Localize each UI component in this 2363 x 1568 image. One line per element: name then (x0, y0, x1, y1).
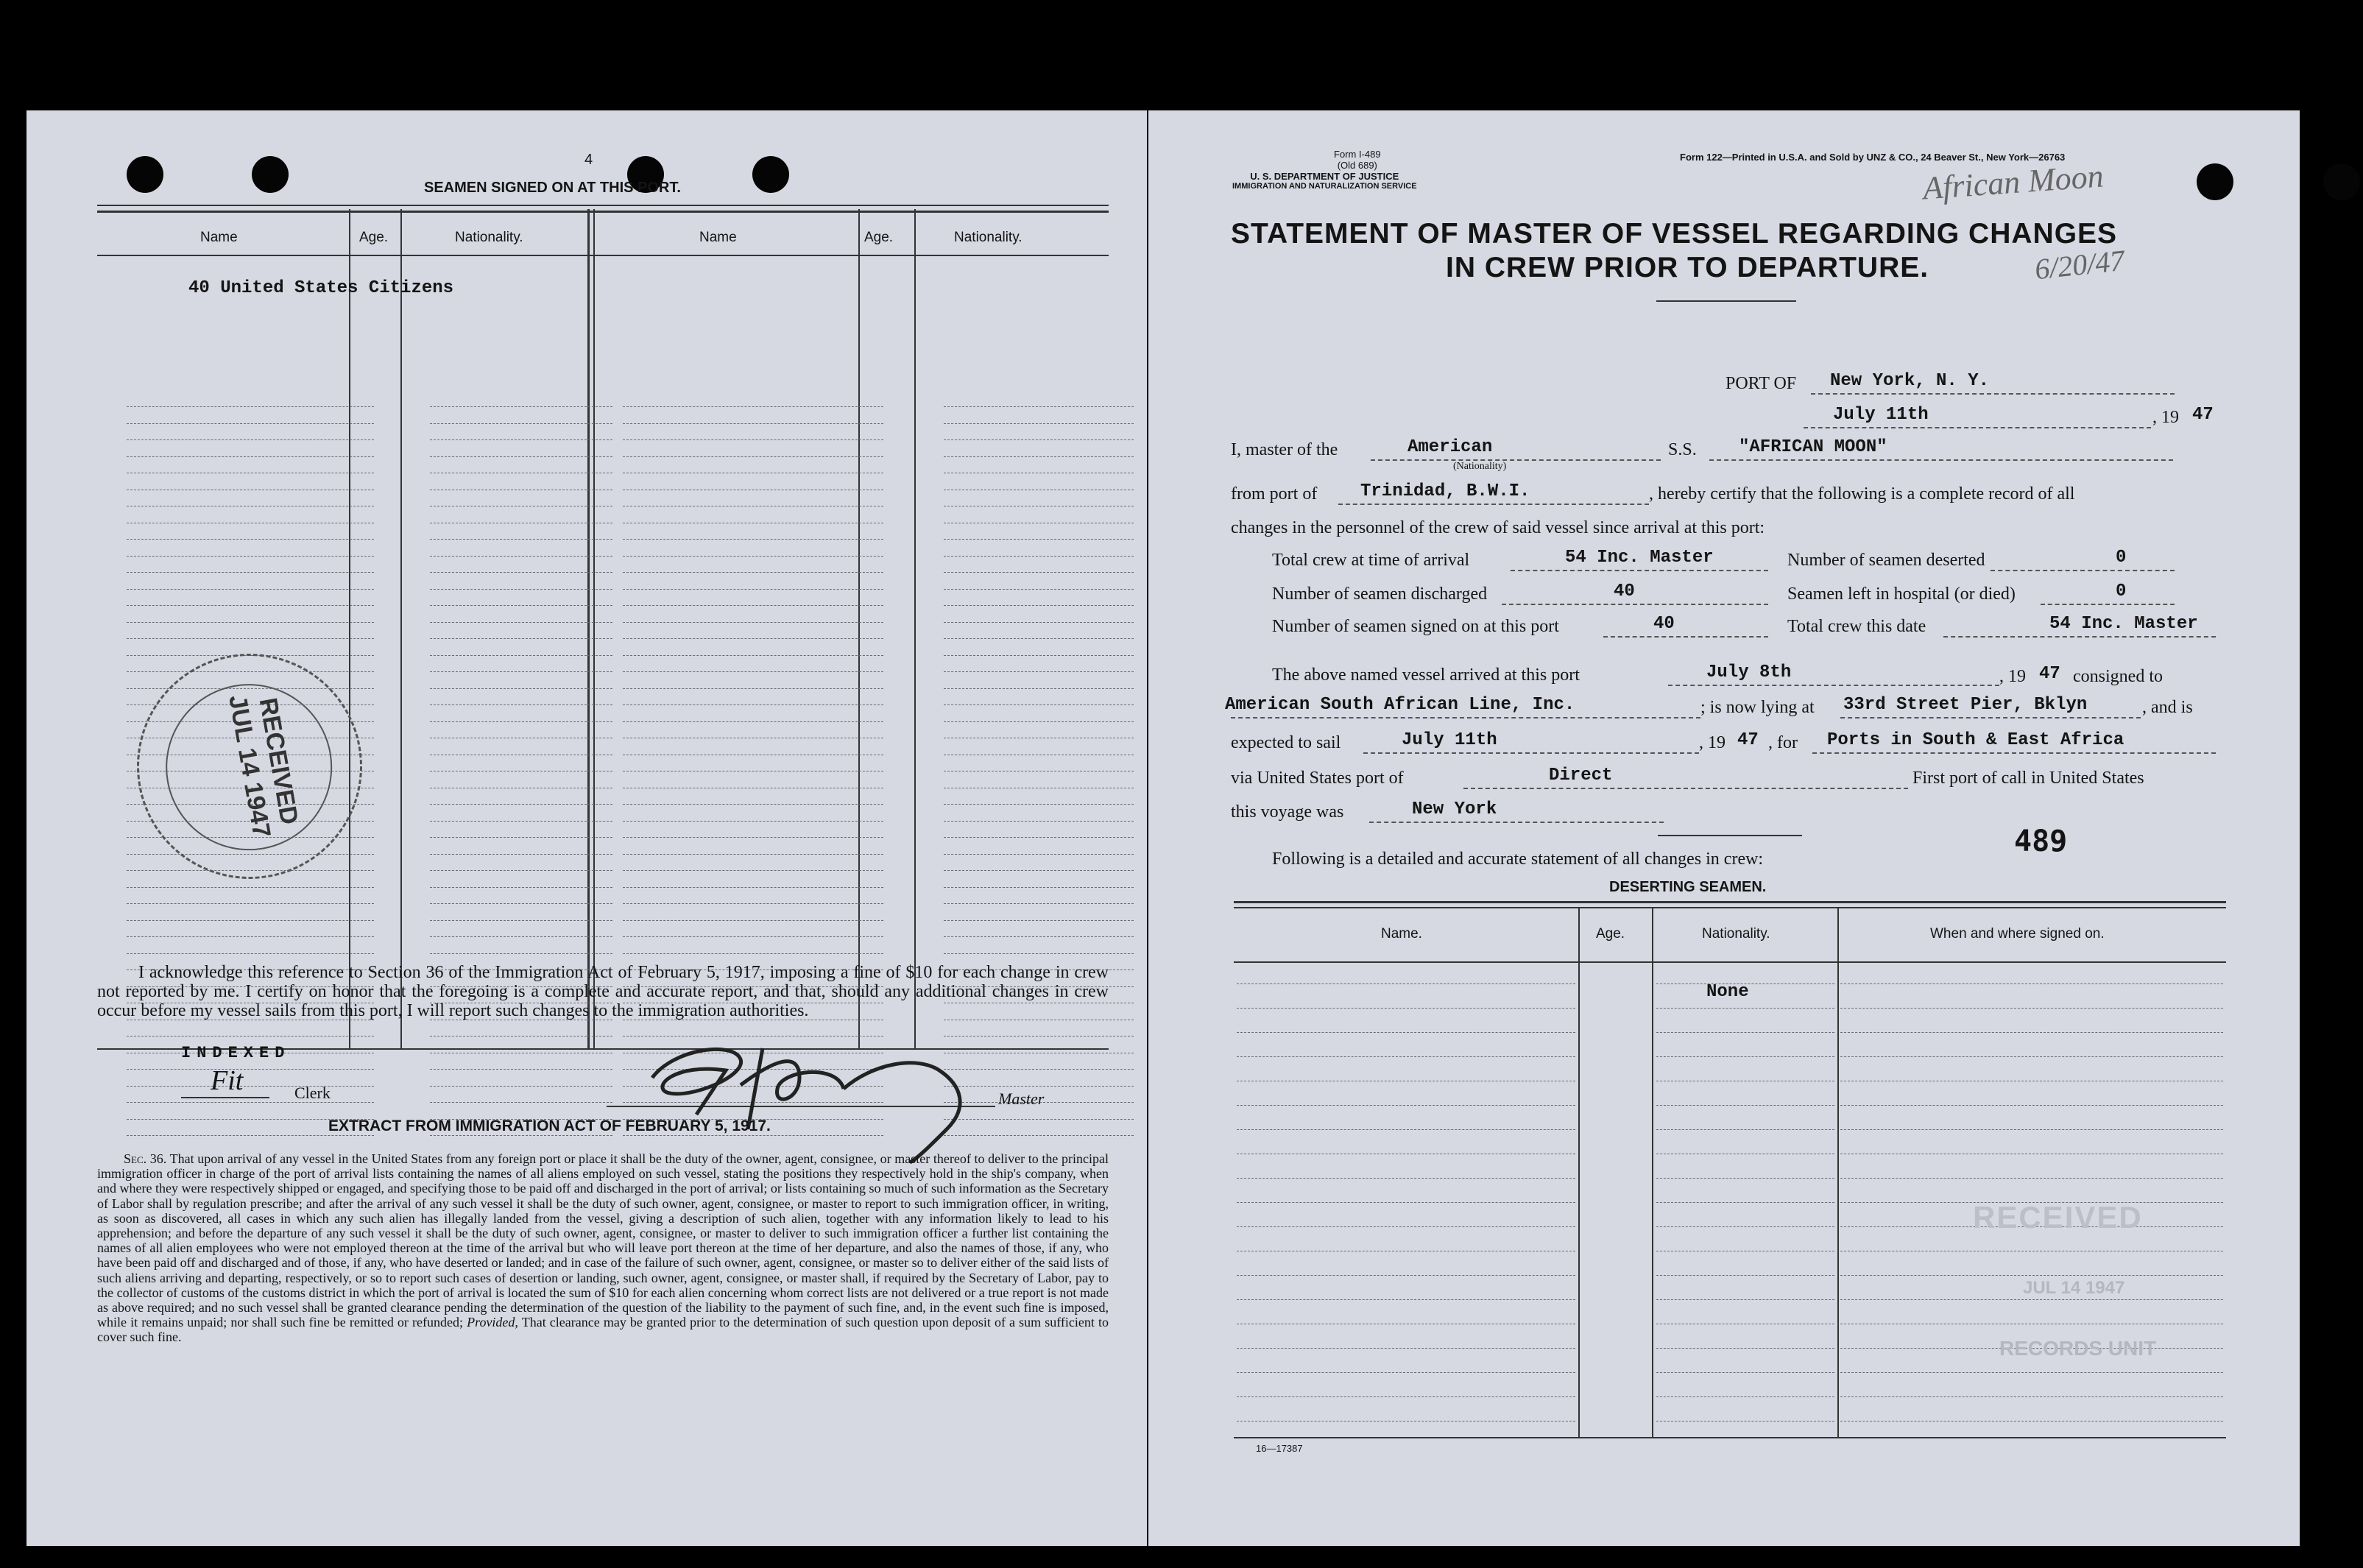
ruled-line (430, 804, 612, 805)
ruled-line (1840, 1032, 2223, 1033)
ruled-line (127, 572, 374, 573)
total-date-label: Total crew this date (1787, 617, 1926, 636)
ruled-line (623, 887, 883, 888)
deserted-value: 0 (2116, 548, 2127, 568)
from-port-fill-line (1338, 504, 1649, 505)
ruled-line (430, 589, 612, 590)
ruled-line (623, 423, 883, 424)
ruled-line (127, 1086, 374, 1087)
ruled-line (1840, 1421, 2223, 1422)
ruled-line (1237, 1421, 1575, 1422)
ruled-line (1840, 1299, 2223, 1300)
ruled-line (623, 936, 883, 937)
ruled-line (623, 804, 883, 805)
ruled-line (430, 887, 612, 888)
column-divider (349, 209, 350, 1048)
lying-label: ; is now lying at (1700, 698, 1815, 717)
ruled-line (430, 821, 612, 822)
ruled-line (1656, 1299, 1834, 1300)
ruled-line (944, 406, 1134, 407)
deserting-title: DESERTING SEAMEN. (1609, 879, 1767, 895)
ruled-line (944, 903, 1134, 904)
hospital-label: Seamen left in hospital (or died) (1787, 585, 2016, 604)
ruled-line (944, 870, 1134, 871)
ruled-line (430, 721, 612, 722)
deserting-header-rule (1234, 961, 2226, 963)
title-underline (1656, 300, 1796, 302)
nationality-caption: (Nationality) (1453, 461, 1507, 472)
section-36-text: Sec. 36. That upon arrival of any vessel in the United States from any foreign port or place it shall be the duty of the owner, agent, consignee, or master thereof to deliver to the principal immigration officer in charge of the port of arrival lists containing the names of all aliens employed on such vessel, stating the positions they respectively hold in the ship's company, when and where they were respectively shipped or engaged, and specifying those to be paid off and discharged in the port of arrival; or lists containing so much of such information as the Secretary of Labor shall by regulation prescribe; and after the arrival of any such vessel it shall be the duty of such owner, agent, consignee, or master to report to such immigration officer, in writing, as soon as discovered, all cases in which any such alien has illegally landed from the vessel, giving a description of such alien, together with any information likely to lead to his apprehension; and before the departure of any such vessel it shall be the duty of such owner, agent, consignee, or master to deliver to such immigration officer a further list containing the names of all alien employees who were not employed thereon at the time of the arrival but who will leave port thereon at the time of her departure, and also the names of those, if any, who have been paid off and discharged and of those, if any, who have deserted or landed; and in case of the failure of such owner, agent, consignee, or master so to deliver either of the said lists of such aliens arriving and departing, respectively, or so to report such cases of desertion or landing, such owner, agent, consignee, or master shall, if required by the Secretary of Labor, pay to the collector of customs of the customs district in which the port of arrival is located the sum of $10 for each alien concerning whom correct lists are not delivered or a true report is not made as above required; and no such vessel shall be granted clearance pending the determination of the question of the liability to the payment of such fine, and, in the event such fine is imposed, while it remains unpaid; nor shall such fine be remitted or refunded; Provided, That clearance may be granted prior to the determination of such question upon deposit of a sum sufficient to cover such fine. (97, 1151, 1109, 1345)
header-rule (97, 255, 1109, 256)
expected-value: July 11th (1402, 730, 1497, 750)
ruled-line (430, 920, 612, 921)
consigned-label: consigned to (2073, 667, 2163, 686)
expected-year: 47 (1737, 730, 1759, 750)
ruled-line (127, 423, 374, 424)
ruled-line (1840, 1129, 2223, 1130)
faint-received-stamp: RECEIVED (1973, 1200, 2143, 1235)
ruled-line (1237, 1032, 1575, 1033)
total-arrival-value: 54 Inc. Master (1565, 548, 1714, 568)
from-port-label: from port of (1231, 484, 1318, 504)
ruled-line (1656, 1372, 1834, 1373)
via-value: Direct (1549, 766, 1613, 785)
ruled-line (1656, 1129, 1834, 1130)
ruled-line (1237, 1129, 1575, 1130)
ruled-line (623, 870, 883, 871)
ruled-line (944, 804, 1134, 805)
ruled-line (1656, 1348, 1834, 1349)
ruled-line (430, 456, 612, 457)
ruled-line (944, 622, 1134, 623)
first-call-label: First port of call in United States (1912, 769, 2144, 788)
punch-hole (2197, 163, 2233, 200)
ruled-line (623, 456, 883, 457)
handwritten-date: 6/20/47 (2032, 243, 2127, 286)
clerk-line (181, 1097, 269, 1098)
stamp-text: RECEIVED JUL 14 1947 (223, 693, 304, 840)
ruled-line (623, 903, 883, 904)
port-fill-line (1811, 393, 2175, 395)
port-value: New York, N. Y. (1830, 371, 1990, 391)
ruled-line (430, 903, 612, 904)
form-number: Form I-489 (Old 689) (1334, 149, 1381, 171)
ruled-line (944, 704, 1134, 705)
ruled-line (430, 953, 612, 954)
deserting-header-age: Age. (1596, 926, 1625, 942)
ruled-line (944, 821, 1134, 822)
certify-text: , hereby certify that the following is a complete record of all (1649, 484, 2075, 504)
ruled-line (127, 439, 374, 440)
ruled-line (1840, 1178, 2223, 1179)
header-name: Name (699, 230, 737, 245)
ruled-line (623, 854, 883, 855)
ruled-line (944, 439, 1134, 440)
left-page (27, 110, 1147, 1546)
ruled-line (1656, 983, 1834, 984)
ruled-line (127, 920, 374, 921)
ruled-line (944, 671, 1134, 672)
column-divider (858, 209, 860, 1048)
seamen-signed-title: SEAMEN SIGNED ON AT THIS PORT. (424, 180, 681, 196)
printer-line: Form 122—Printed in U.S.A. and Sold by UNZ & CO., 24 Beaver St., New York—26763 (1680, 152, 2066, 163)
destination-value: Ports in South & East Africa (1827, 730, 2124, 750)
expected-year-prefix: , 19 (1699, 733, 1726, 752)
ruled-line (1656, 1202, 1834, 1203)
pier-value: 33rd Street Pier, Bklyn (1843, 695, 2088, 715)
ruled-line (1237, 1348, 1575, 1349)
punch-hole (2323, 163, 2360, 200)
ruled-line (623, 953, 883, 954)
from-port-value: Trinidad, B.W.I. (1360, 481, 1530, 501)
deserting-column-divider (1578, 907, 1580, 1437)
ruled-line (944, 589, 1134, 590)
ruled-line (430, 936, 612, 937)
header-age: Age. (864, 230, 894, 245)
ruled-line (430, 1102, 612, 1103)
changes-text: changes in the personnel of the crew of said vessel since arrival at this port: (1231, 518, 1765, 537)
nationality-value: American (1407, 437, 1493, 457)
ruled-line (623, 821, 883, 822)
ruled-line (623, 688, 883, 689)
ruled-line (1840, 1396, 2223, 1397)
ruled-line (127, 605, 374, 606)
ruled-line (1656, 1056, 1834, 1057)
ruled-line (430, 605, 612, 606)
ruled-line (944, 688, 1134, 689)
ruled-line (1237, 1275, 1575, 1276)
deserting-header-name: Name. (1381, 926, 1422, 942)
ruled-line (623, 837, 883, 838)
faint-stamp-unit: RECORDS UNIT (1999, 1337, 2157, 1360)
punch-hole (752, 156, 789, 193)
ruled-line (623, 920, 883, 921)
expected-label: expected to sail (1231, 733, 1341, 752)
received-stamp (119, 636, 380, 897)
ruled-line (430, 655, 612, 656)
discharged-value: 40 (1614, 582, 1635, 601)
ruled-line (1656, 1421, 1834, 1422)
ruled-line (944, 854, 1134, 855)
ruled-line (944, 539, 1134, 540)
ruled-line (1656, 1226, 1834, 1227)
arrived-year: 47 (2039, 664, 2060, 684)
destination-fill-line (1812, 752, 2216, 754)
ruled-line (127, 456, 374, 457)
ruled-line (127, 1102, 374, 1103)
ruled-line (127, 589, 374, 590)
voyage-value: New York (1412, 799, 1497, 819)
ruled-line (430, 837, 612, 838)
acknowledgement-text: I acknowledge this reference to Section 36 of the Immigration Act of February 5, 1917, imposing a fine of $10 for each change in crew not reported by me. I certify on honor that the foregoing is a complete and accurate report, and that, should any additional changes in crew occur before my vessel sails from this port, I will report such changes to the immigration authorities. (97, 963, 1109, 1020)
punch-hole (127, 156, 163, 193)
handwritten-note: African Moon (1921, 158, 2105, 207)
ruled-line (127, 887, 374, 888)
clerk-initials: Fit (211, 1065, 244, 1096)
ruled-line (623, 655, 883, 656)
master-signature (623, 1019, 1006, 1166)
hospital-fill-line (2041, 604, 2175, 605)
deserting-table-bottom-rule (1234, 1437, 2226, 1438)
arrived-label: The above named vessel arrived at this port (1272, 665, 1580, 685)
statement-title-line2: IN CREW PRIOR TO DEPARTURE. (1446, 252, 1929, 283)
column-divider (587, 209, 590, 1048)
ruled-line (944, 887, 1134, 888)
column-divider (914, 209, 916, 1048)
ruled-line (1237, 1396, 1575, 1397)
ruled-line (1840, 1105, 2223, 1106)
ruled-line (430, 638, 612, 639)
discharged-fill-line (1502, 604, 1768, 605)
ruled-line (1656, 1105, 1834, 1106)
ruled-line (623, 406, 883, 407)
voyage-end-rule (1658, 835, 1802, 836)
extract-title: EXTRACT FROM IMMIGRATION ACT OF FEBRUARY 5, 1917. (328, 1117, 771, 1134)
vessel-fill-line (1709, 459, 2173, 461)
ruled-line (623, 605, 883, 606)
deserting-column-divider (1837, 907, 1839, 1437)
ruled-line (1237, 1202, 1575, 1203)
total-date-value: 54 Inc. Master (2049, 614, 2198, 634)
ruled-line (623, 439, 883, 440)
ruled-line (944, 936, 1134, 937)
year-prefix: , 19 (2152, 408, 2179, 427)
ruled-line (430, 622, 612, 623)
ruled-line (127, 539, 374, 540)
signed-on-fill-line (1603, 636, 1768, 638)
ruled-line (1656, 1396, 1834, 1397)
ruled-line (127, 556, 374, 557)
ruled-line (944, 456, 1134, 457)
table-top-rule (97, 205, 1109, 206)
consignee-fill-line (1231, 717, 1700, 718)
ruled-line (1656, 1032, 1834, 1033)
indexed-stamp: INDEXED (181, 1044, 291, 1062)
ruled-line (1840, 983, 2223, 984)
ruled-line (623, 721, 883, 722)
clerk-label: Clerk (294, 1084, 331, 1102)
deserting-column-divider (1652, 907, 1653, 1437)
nationality-fill-line (1371, 459, 1661, 461)
form-code: 16—17387 (1256, 1443, 1303, 1454)
ruled-line (430, 423, 612, 424)
ruled-line (623, 572, 883, 573)
via-fill-line (1463, 788, 1908, 789)
ruled-line (1840, 1372, 2223, 1373)
ruled-line (623, 556, 883, 557)
ruled-line (127, 953, 374, 954)
ruled-line (623, 589, 883, 590)
ruled-line (127, 638, 374, 639)
ruled-line (430, 1086, 612, 1087)
ruled-line (1840, 1008, 2223, 1009)
header-nationality: Nationality. (954, 230, 1022, 245)
ruled-line (623, 539, 883, 540)
deserting-header-signed-on: When and where signed on. (1930, 926, 2105, 942)
ruled-line (1237, 1105, 1575, 1106)
ruled-line (1840, 1275, 2223, 1276)
ruled-line (944, 638, 1134, 639)
ruled-line (944, 572, 1134, 573)
ruled-line (1237, 1178, 1575, 1179)
ruled-line (1237, 1299, 1575, 1300)
ruled-line (430, 439, 612, 440)
date-value: July 11th (1833, 405, 1929, 425)
ruled-line (1656, 1275, 1834, 1276)
ruled-line (1237, 1008, 1575, 1009)
ruled-line (127, 903, 374, 904)
arrived-fill-line (1668, 685, 1999, 686)
ruled-line (127, 1135, 374, 1136)
ruled-line (430, 1135, 612, 1136)
ruled-line (430, 704, 612, 705)
ruled-line (1840, 1056, 2223, 1057)
signed-on-label: Number of seamen signed on at this port (1272, 617, 1559, 636)
following-text: Following is a detailed and accurate statement of all changes in crew: (1272, 850, 1764, 869)
ruled-line (430, 406, 612, 407)
for-label: , for (1768, 733, 1798, 752)
ruled-line (127, 936, 374, 937)
faint-stamp-date: JUL 14 1947 (2023, 1278, 2125, 1298)
deserted-fill-line (1991, 570, 2175, 571)
pier-fill-line (1840, 717, 2141, 718)
column-divider (400, 209, 402, 1048)
port-label: PORT OF (1726, 374, 1797, 393)
first-entry: 40 United States Citizens (188, 278, 454, 298)
deserting-header-nationality: Nationality. (1702, 926, 1770, 942)
ruled-line (1237, 1056, 1575, 1057)
total-arrival-fill-line (1511, 570, 1768, 571)
ruled-line (430, 870, 612, 871)
ruled-line (430, 556, 612, 557)
ruled-line (944, 655, 1134, 656)
column-divider (593, 209, 595, 1048)
ruled-line (1656, 1178, 1834, 1179)
ruled-line (430, 854, 612, 855)
header-age: Age. (359, 230, 389, 245)
deserting-table-top-rule (1234, 907, 2226, 908)
consignee-value: American South African Line, Inc. (1225, 695, 1575, 715)
department-heading: U. S. DEPARTMENT OF JUSTICE IMMIGRATION AND NATURALIZATION SERVICE (1232, 171, 1417, 191)
ruled-line (623, 704, 883, 705)
ruled-line (1237, 1226, 1575, 1227)
ruled-line (623, 671, 883, 672)
ruled-line (430, 539, 612, 540)
arrived-value: July 8th (1706, 663, 1792, 682)
number-stamp: 489 (2014, 824, 2068, 858)
ruled-line (944, 721, 1134, 722)
ruled-line (944, 556, 1134, 557)
ruled-line (944, 953, 1134, 954)
ruled-line (623, 638, 883, 639)
none-value: None (1706, 982, 1749, 1002)
hospital-value: 0 (2116, 582, 2127, 601)
page-number: 4 (584, 152, 593, 168)
vessel-value: "AFRICAN MOON" (1739, 437, 1887, 457)
ruled-line (430, 671, 612, 672)
table-top-rule (97, 211, 1109, 213)
ruled-line (127, 406, 374, 407)
date-fill-line (1804, 427, 2151, 428)
ruled-line (1237, 983, 1575, 984)
ruled-line (623, 622, 883, 623)
arrived-year-prefix: , 19 (1999, 667, 2026, 686)
ruled-line (127, 1069, 374, 1070)
header-nationality: Nationality. (455, 230, 523, 245)
voyage-fill-line (1369, 822, 1664, 823)
ruled-line (944, 920, 1134, 921)
punch-hole (252, 156, 289, 193)
ruled-line (1656, 1008, 1834, 1009)
ruled-line (127, 622, 374, 623)
discharged-label: Number of seamen discharged (1272, 585, 1488, 604)
ruled-line (944, 423, 1134, 424)
ruled-line (944, 605, 1134, 606)
year-value: 47 (2192, 405, 2214, 425)
right-page (1148, 110, 2300, 1546)
master-label: Master (998, 1090, 1045, 1108)
deserted-label: Number of seamen deserted (1787, 551, 1985, 570)
ruled-line (430, 1069, 612, 1070)
total-date-fill-line (1943, 636, 2216, 638)
voyage-label: this voyage was (1231, 802, 1344, 822)
and-is-text: , and is (2142, 698, 2193, 717)
deserting-table-top-rule (1234, 901, 2226, 903)
ruled-line (1237, 1372, 1575, 1373)
expected-fill-line (1363, 752, 1699, 754)
total-arrival-label: Total crew at time of arrival (1272, 551, 1470, 570)
ruled-line (944, 837, 1134, 838)
header-name: Name (200, 230, 238, 245)
signed-on-value: 40 (1653, 614, 1675, 634)
via-label: via United States port of (1231, 769, 1404, 788)
ruled-line (430, 572, 612, 573)
ruled-line (430, 688, 612, 689)
master-of-label: I, master of the (1231, 440, 1338, 459)
ss-label: S.S. (1668, 440, 1697, 459)
statement-title-line1: STATEMENT OF MASTER OF VESSEL REGARDING CHANGES (1231, 218, 2118, 250)
